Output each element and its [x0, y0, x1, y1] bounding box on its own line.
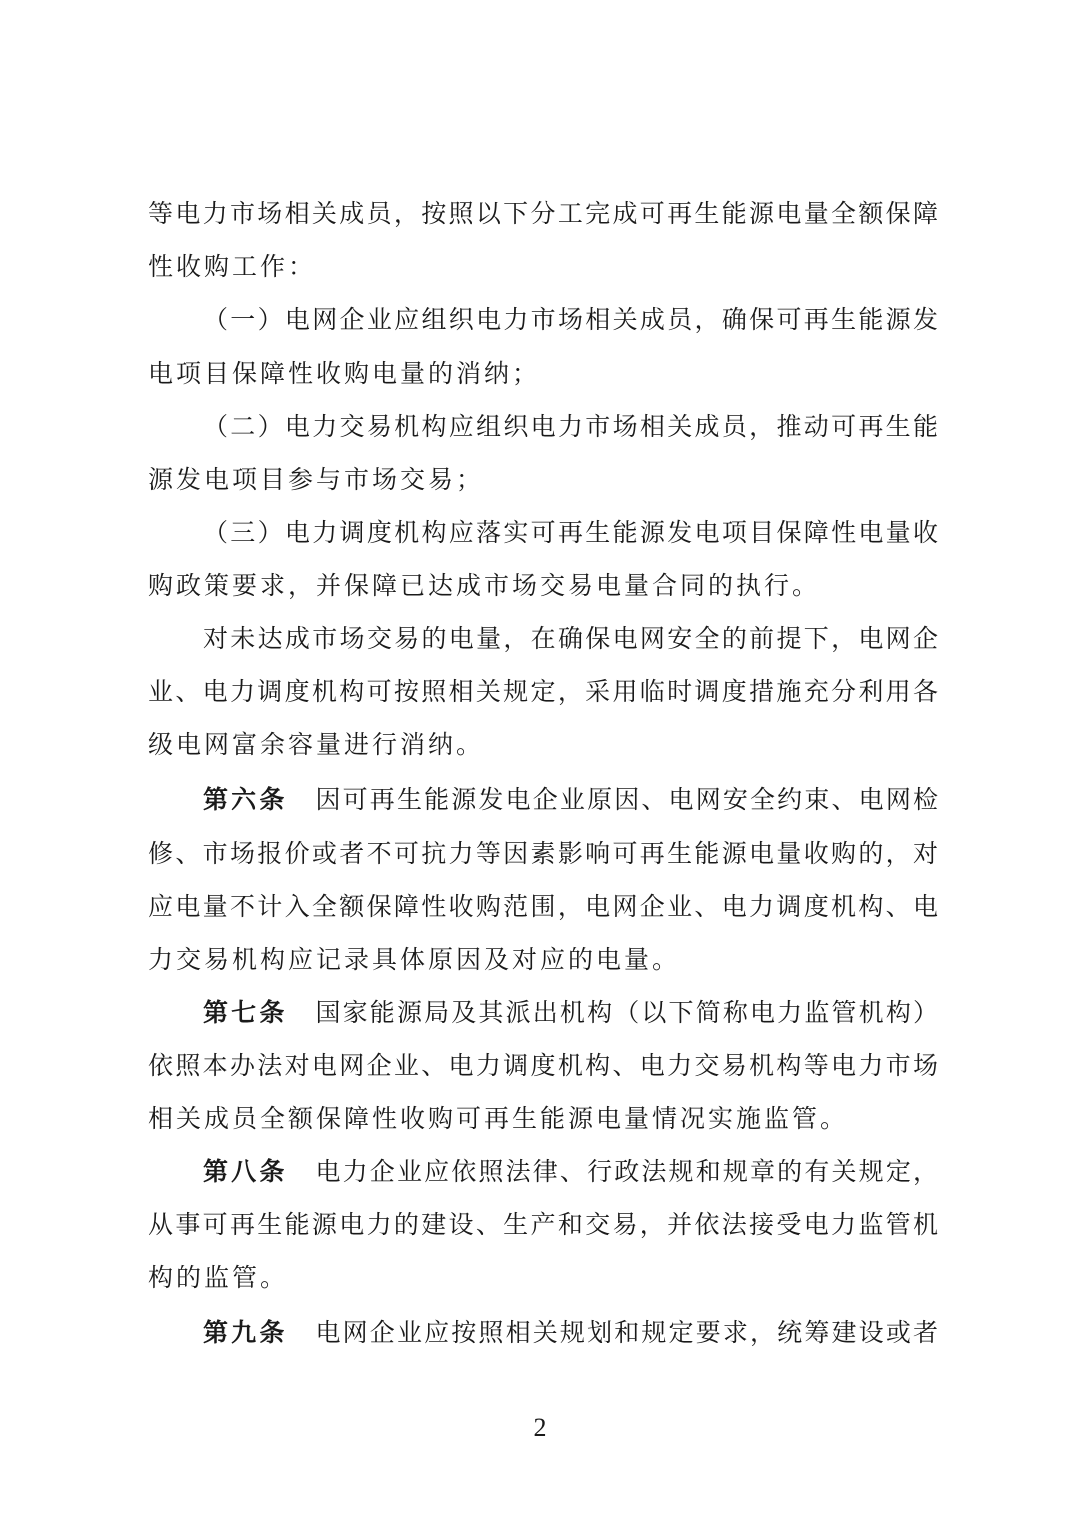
body-line: 应电量不计入全额保障性收购范围，电网企业、电力调度机构、电	[148, 892, 938, 921]
article-8-label: 第八条	[203, 1157, 288, 1186]
body-line: 购政策要求，并保障已达成市场交易电量合同的执行。	[148, 571, 821, 600]
article-6-label: 第六条	[203, 785, 288, 814]
body-line: 构的监管。	[148, 1263, 289, 1292]
body-line: 等电力市场相关成员，按照以下分工完成可再生能源电量全额保障	[148, 199, 938, 228]
body-line: 性收购工作：	[148, 252, 317, 281]
body-line: 业、电力调度机构可按照相关规定，采用临时调度措施充分利用各	[148, 677, 938, 706]
body-line: 相关成员全额保障性收购可再生能源电量情况实施监管。	[148, 1104, 849, 1133]
body-line: （三）电力调度机构应落实可再生能源发电项目保障性电量收	[203, 518, 938, 547]
body-line: 修、市场报价或者不可抗力等因素影响可再生能源电量收购的，对	[148, 839, 938, 868]
body-line: 依照本办法对电网企业、电力调度机构、电力交易机构等电力市场	[148, 1051, 938, 1080]
body-line: 力交易机构应记录具体原因及对应的电量。	[148, 945, 681, 974]
article-7-first-line	[203, 993, 938, 1033]
article-9-first-line	[203, 1313, 938, 1353]
body-line: （二）电力交易机构应组织电力市场相关成员，推动可再生能	[203, 412, 938, 441]
article-6-first-line	[203, 780, 938, 820]
article-9-label: 第九条	[203, 1318, 288, 1347]
page-number: 2	[533, 1413, 547, 1442]
body-line: （一）电网企业应组织电力市场相关成员，确保可再生能源发	[203, 305, 938, 334]
body-line: 源发电项目参与市场交易；	[148, 465, 485, 494]
article-8-text: 电力企业应依照法律、行政法规和规章的有关规定，	[315, 1157, 938, 1186]
article-9-text: 电网企业应按照相关规划和规定要求，统筹建设或者	[315, 1318, 938, 1347]
article-6-text: 因可再生能源发电企业原因、电网安全约束、电网检	[315, 785, 938, 814]
body-line: 从事可再生能源电力的建设、生产和交易，并依法接受电力监管机	[148, 1210, 938, 1239]
body-line: 电项目保障性收购电量的消纳；	[148, 359, 541, 388]
article-7-label: 第七条	[203, 998, 288, 1027]
body-line: 级电网富余容量进行消纳。	[148, 730, 485, 759]
article-7-text: 国家能源局及其派出机构（以下简称电力监管机构）	[315, 998, 938, 1027]
body-line: 对未达成市场交易的电量，在确保电网安全的前提下，电网企	[203, 624, 938, 653]
article-8-first-line	[203, 1152, 938, 1192]
